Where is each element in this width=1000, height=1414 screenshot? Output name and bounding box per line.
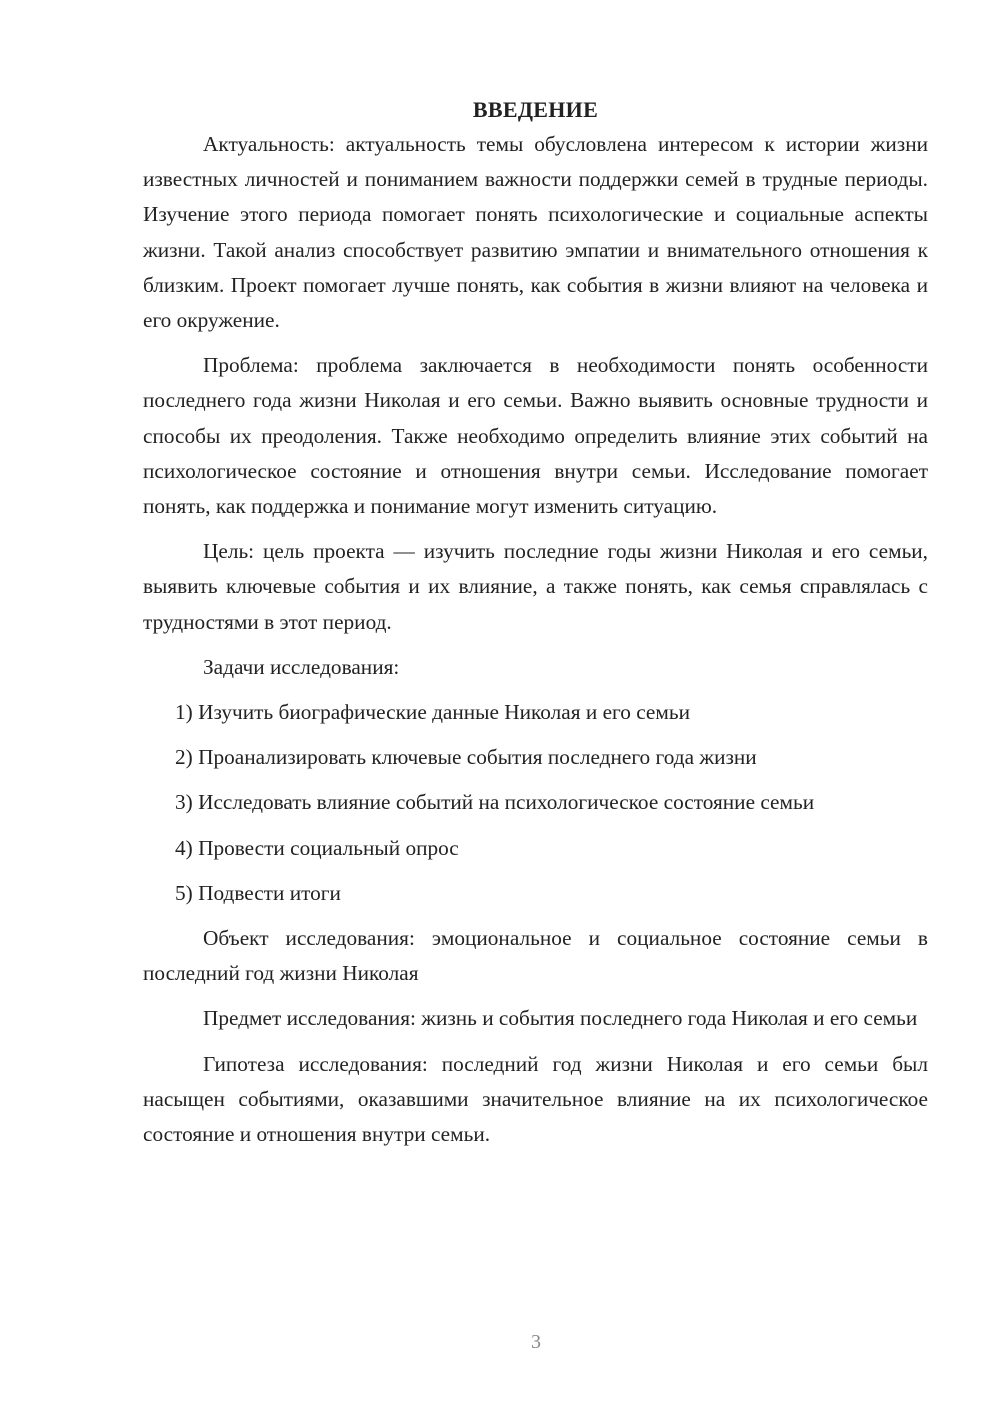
- task-item-1: 1) Изучить биографические данные Николая и его семьи: [175, 700, 690, 725]
- task-item-5: 5) Подвести итоги: [175, 880, 341, 905]
- page-title: ВВЕДЕНИЕ: [472, 97, 599, 122]
- page-number: 3: [531, 1331, 541, 1353]
- hypothesis-paragraph: Гипотеза исследования: последний год жизни Николая и его семьи был насыщен событиями, оказавшими значительное влияние на их психологическое состояние и отношения внутри семьи.: [143, 1051, 928, 1147]
- subject-paragraph: Предмет исследования: жизнь и события последнего года Николая и его семьи: [203, 1006, 918, 1031]
- goal-paragraph: Цель: цель проекта — изучить последние годы жизни Николая и его семьи, выявить ключевые события и их влияние, а также понять, как семья справлялась с трудностями в этот период.: [143, 539, 928, 634]
- object-paragraph: Объект исследования: эмоциональное и социальное состояние семьи в последний год жизни Николая: [143, 926, 928, 986]
- relevance-paragraph: Актуальность: актуальность темы обусловлена интересом к истории жизни известных личностей и пониманием важности поддержки семей в трудные периоды. Изучение этого периода помогает понять психологические и социальные аспекты жизни. Такой анализ способствует развитию эмпатии и внимательного отношения к близким. Проект помогает лучше понять, как события в жизни влияют на человека и его окружение.: [143, 132, 928, 333]
- tasks-heading: Задачи исследования:: [203, 654, 400, 679]
- problem-paragraph: Проблема: проблема заключается в необходимости понять особенности последнего года жизни Николая и его семьи. Важно выявить основные трудности и способы их преодоления. Также необходимо определить влияние этих событий на психологическое состояние и отношения внутри семьи. Исследование помогает понять, как поддержка и понимание могут изменить ситуацию.: [143, 353, 928, 519]
- task-item-4: 4) Провести социальный опрос: [175, 835, 459, 860]
- document-page: [143, 92, 928, 1162]
- task-item-3: 3) Исследовать влияние событий на психологическое состояние семьи: [175, 790, 815, 815]
- task-item-2: 2) Проанализировать ключевые события последнего года жизни: [175, 745, 757, 770]
- tasks-list: [143, 695, 928, 911]
